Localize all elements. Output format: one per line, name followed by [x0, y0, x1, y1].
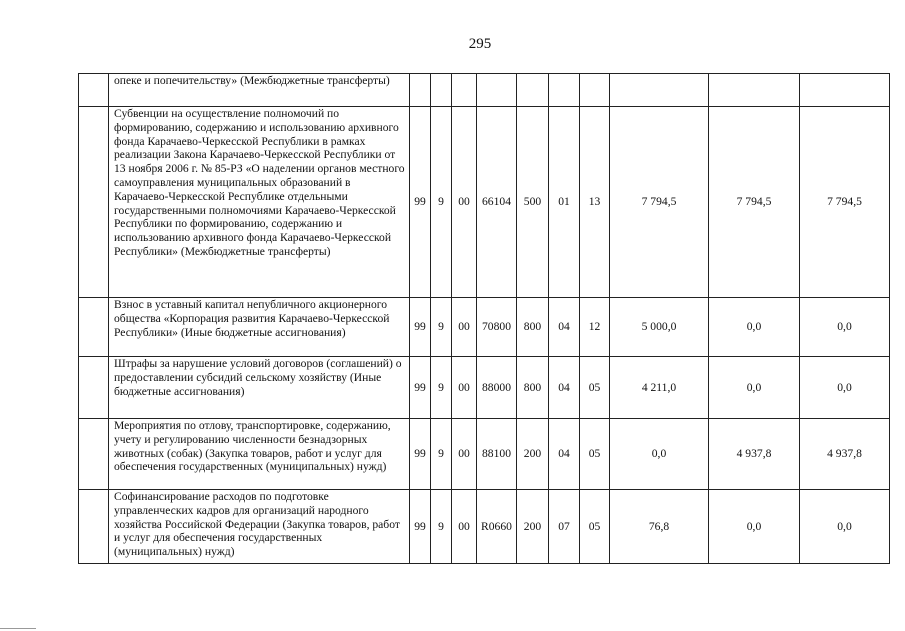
code-cell-c6	[549, 74, 580, 107]
code-cell-c2: 9	[431, 357, 452, 419]
row-description: Штрафы за нарушение условий договоров (соглашений) о предоставлении субсидий сельскому хозяйству (Иные бюджетные ассигнования)	[109, 357, 410, 419]
code-cell-c5: 800	[517, 298, 549, 357]
row-index-cell	[79, 107, 109, 298]
code-cell-c7: 12	[580, 298, 610, 357]
amount-cell-v1	[610, 74, 709, 107]
code-cell-c7: 05	[580, 490, 610, 564]
table-row	[79, 107, 890, 298]
code-cell-c5: 200	[517, 419, 549, 490]
amount-cell-v2: 0,0	[709, 357, 800, 419]
amount-cell-v1: 7 794,5	[610, 107, 709, 298]
code-cell-c6: 04	[549, 298, 580, 357]
row-index-cell	[79, 298, 109, 357]
code-cell-c4: 70800	[477, 298, 517, 357]
row-description: Мероприятия по отлову, транспортировке, содержанию, учету и регулированию численности безнадзорных животных (собак) (Закупка товаров, работ и услуг для обеспечения государственных (муниципальных) нужд)	[109, 419, 410, 490]
code-cell-c2: 9	[431, 419, 452, 490]
code-cell-c5: 800	[517, 357, 549, 419]
code-cell-c3: 00	[452, 490, 477, 564]
row-index-cell	[79, 357, 109, 419]
code-cell-c6: 01	[549, 107, 580, 298]
code-cell-c5	[517, 74, 549, 107]
amount-cell-v1: 4 211,0	[610, 357, 709, 419]
scan-edge-mark	[0, 628, 36, 629]
code-cell-c1: 99	[410, 107, 431, 298]
row-index-cell	[79, 419, 109, 490]
code-cell-c5: 500	[517, 107, 549, 298]
table-row	[79, 490, 890, 564]
code-cell-c2: 9	[431, 107, 452, 298]
amount-cell-v3: 0,0	[800, 490, 890, 564]
row-index-cell	[79, 490, 109, 564]
code-cell-c3: 00	[452, 107, 477, 298]
code-cell-c6: 04	[549, 419, 580, 490]
code-cell-c4: R0660	[477, 490, 517, 564]
code-cell-c2	[431, 74, 452, 107]
code-cell-c1: 99	[410, 357, 431, 419]
row-description: Взнос в уставный капитал непубличного акционерного общества «Корпорация развития Карачаево-Черкесской Республики» (Иные бюджетные ассигнования)	[109, 298, 410, 357]
code-cell-c3: 00	[452, 357, 477, 419]
amount-cell-v3: 7 794,5	[800, 107, 890, 298]
amount-cell-v3	[800, 74, 890, 107]
code-cell-c7: 05	[580, 357, 610, 419]
amount-cell-v1: 76,8	[610, 490, 709, 564]
code-cell-c3: 00	[452, 298, 477, 357]
code-cell-c4	[477, 74, 517, 107]
code-cell-c4: 66104	[477, 107, 517, 298]
code-cell-c3	[452, 74, 477, 107]
amount-cell-v2: 4 937,8	[709, 419, 800, 490]
row-index-cell	[79, 74, 109, 107]
row-description: Субвенции на осуществление полномочий по формированию, содержанию и использованию архивного фонда Карачаево-Черкесской Республики в рамках реализации Закона Карачаево-Черкесской Республики от 13 ноября 2006 г. № 85-РЗ «О наделении органов местного самоуправления муниципальных образований в Карачаево-Черкесской Республике отдельными государственными полномочиями Карачаево-Черкесской Республики по формированию, содержанию и использованию архивного фонда Карачаево-Черкесской Республики» (Межбюджетные трансферты)	[109, 107, 410, 298]
code-cell-c7: 13	[580, 107, 610, 298]
table-row	[79, 419, 890, 490]
row-description: опеке и попечительству» (Межбюджетные трансферты)	[109, 74, 410, 107]
table-row	[79, 357, 890, 419]
budget-table	[78, 73, 890, 564]
code-cell-c3: 00	[452, 419, 477, 490]
code-cell-c1	[410, 74, 431, 107]
code-cell-c7: 05	[580, 419, 610, 490]
amount-cell-v2: 0,0	[709, 490, 800, 564]
code-cell-c2: 9	[431, 490, 452, 564]
amount-cell-v3: 0,0	[800, 357, 890, 419]
code-cell-c4: 88100	[477, 419, 517, 490]
code-cell-c1: 99	[410, 298, 431, 357]
amount-cell-v3: 0,0	[800, 298, 890, 357]
code-cell-c5: 200	[517, 490, 549, 564]
code-cell-c6: 04	[549, 357, 580, 419]
code-cell-c7	[580, 74, 610, 107]
amount-cell-v1: 5 000,0	[610, 298, 709, 357]
code-cell-c2: 9	[431, 298, 452, 357]
amount-cell-v2: 7 794,5	[709, 107, 800, 298]
code-cell-c1: 99	[410, 419, 431, 490]
amount-cell-v3: 4 937,8	[800, 419, 890, 490]
page-number: 295	[468, 36, 492, 52]
row-description: Софинансирование расходов по подготовке управленческих кадров для организаций народного хозяйства Российской Федерации (Закупка товаров, работ и услуг для обеспечения государственных (муниципальных) нужд)	[109, 490, 410, 564]
amount-cell-v2: 0,0	[709, 298, 800, 357]
code-cell-c6: 07	[549, 490, 580, 564]
amount-cell-v2	[709, 74, 800, 107]
code-cell-c1: 99	[410, 490, 431, 564]
table-row	[79, 74, 890, 107]
code-cell-c4: 88000	[477, 357, 517, 419]
amount-cell-v1: 0,0	[610, 419, 709, 490]
table-row	[79, 298, 890, 357]
